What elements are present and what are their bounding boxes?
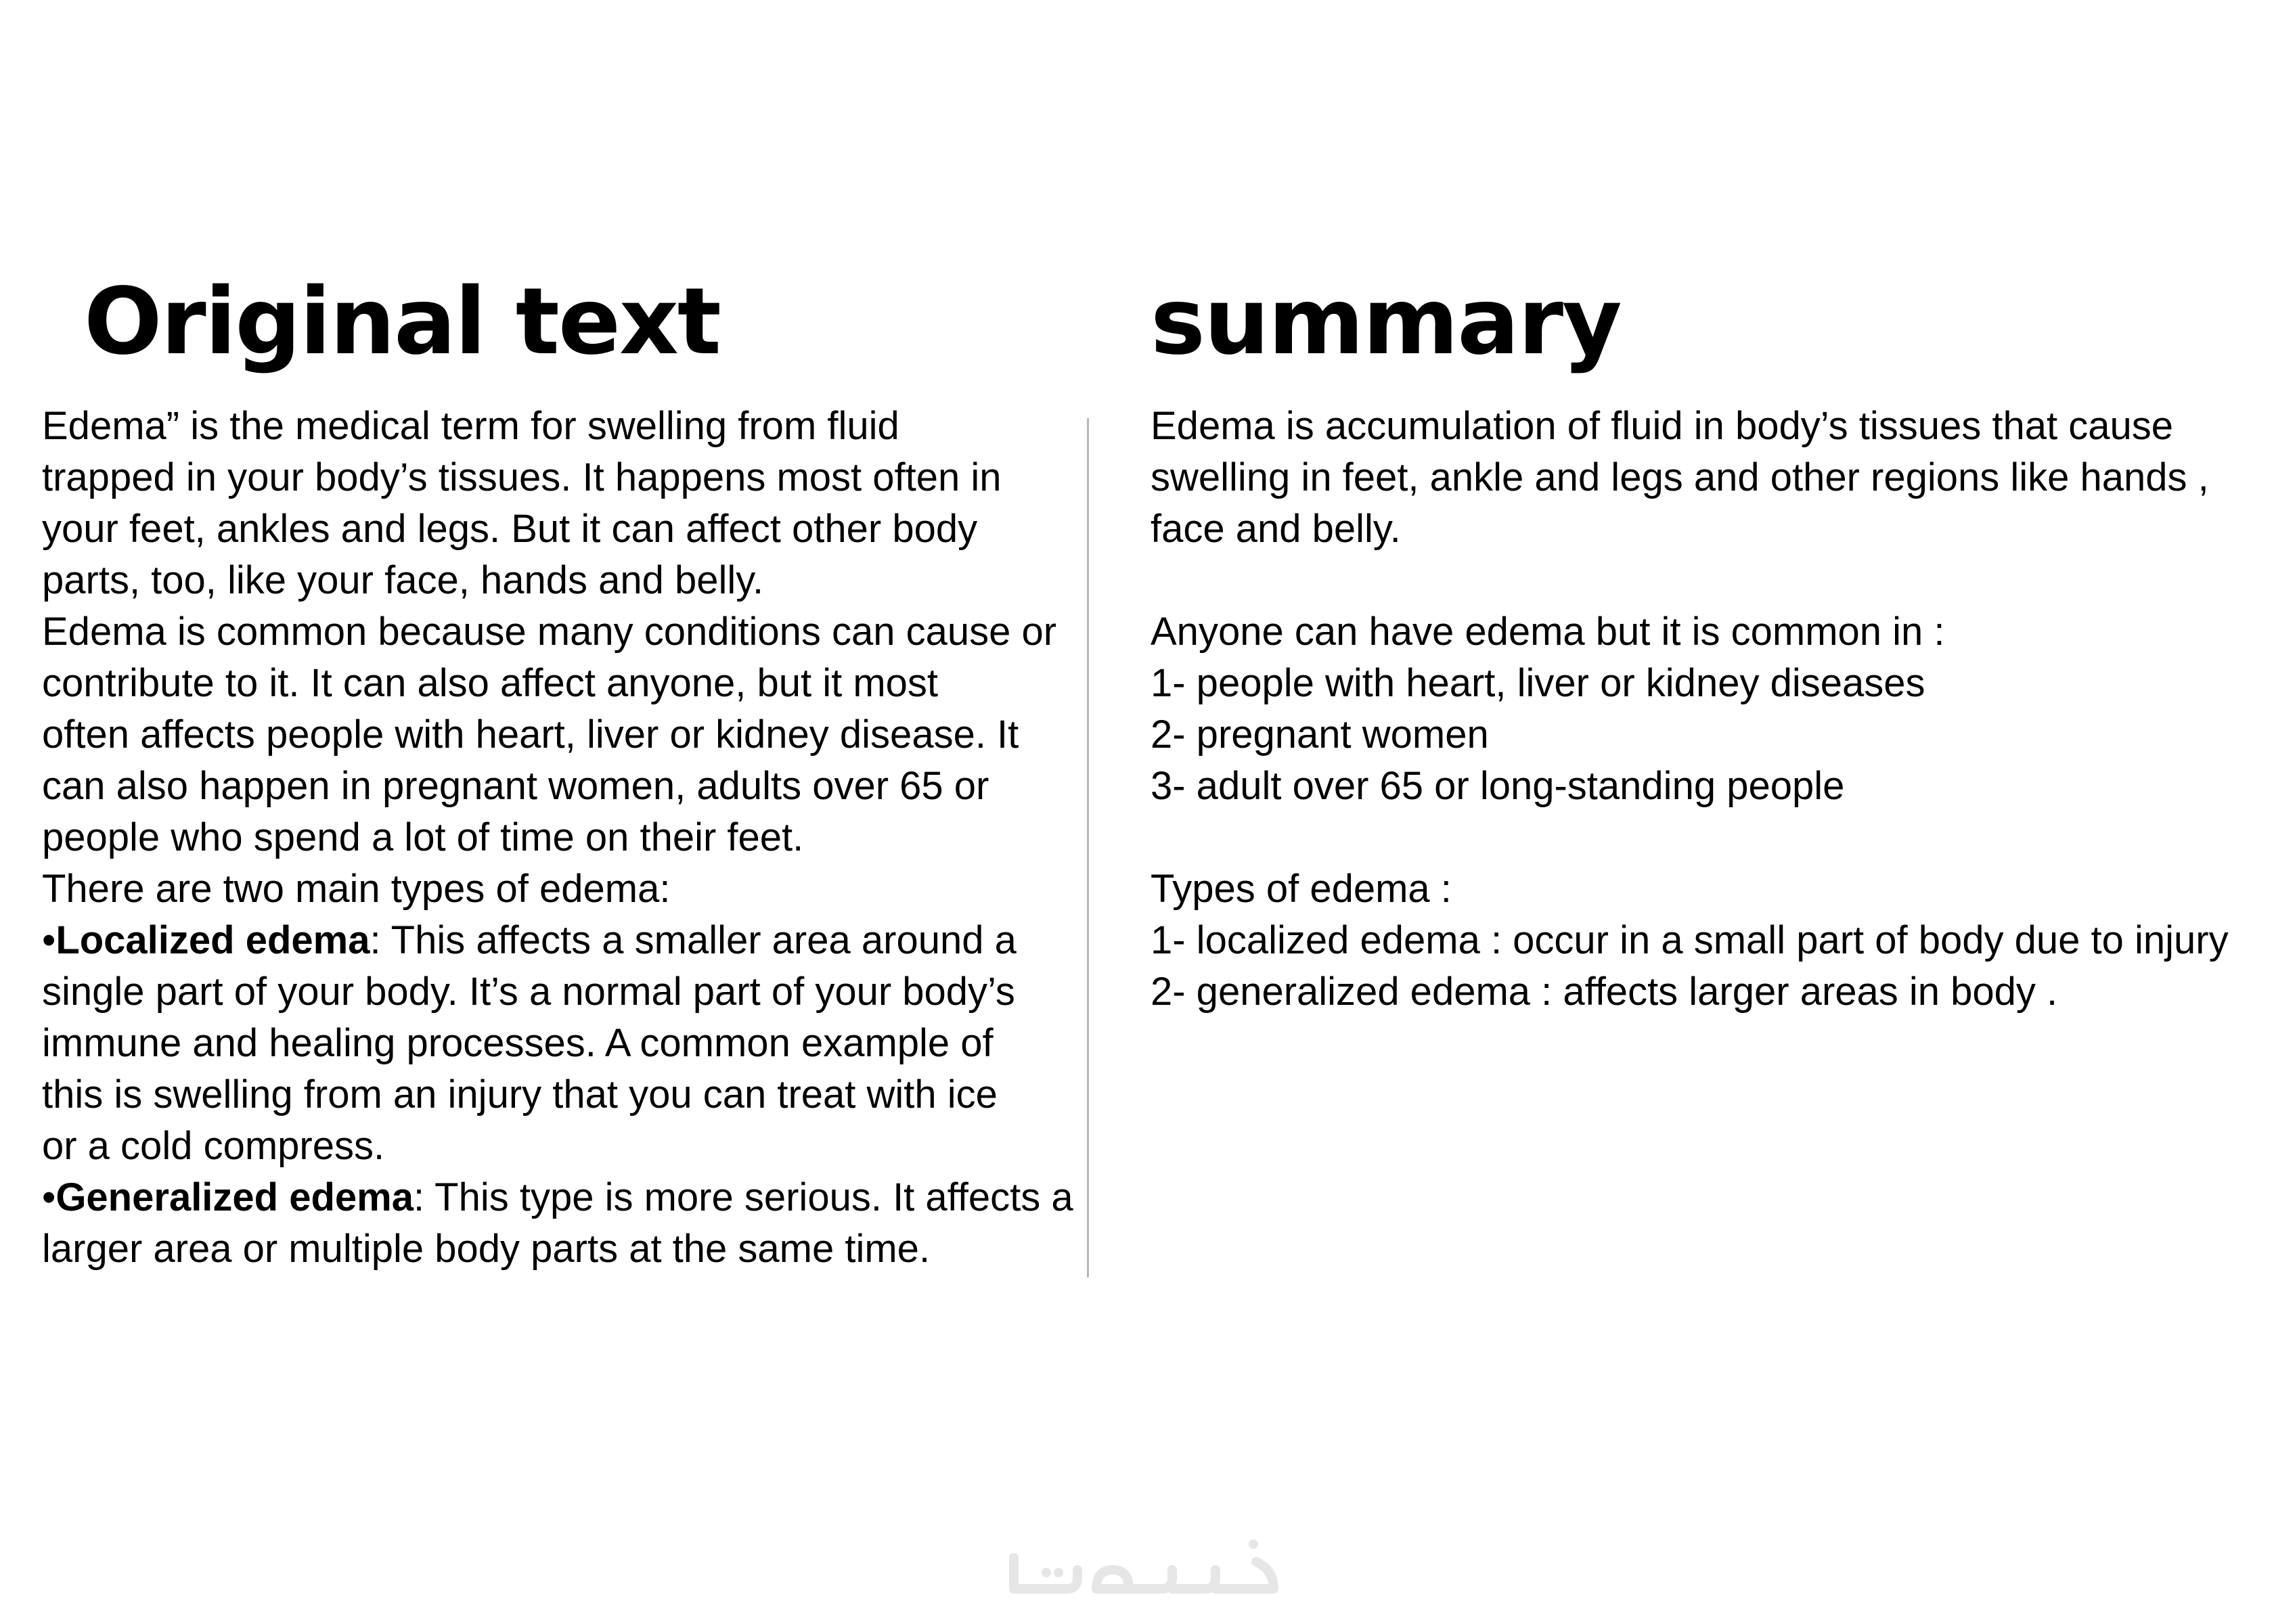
text-line: single part of your body. It’s a normal part of your body’s xyxy=(42,970,1015,1014)
text-line: your feet, ankles and legs. But it can affect other body xyxy=(42,507,978,551)
text-line: people who spend a lot of time on their feet. xyxy=(42,815,804,859)
bullet: • xyxy=(42,1175,56,1219)
summary-line: swelling in feet, ankle and legs and other regions like hands , xyxy=(1151,455,2209,499)
summary-line: 3- adult over 65 or long-standing people xyxy=(1151,764,1845,808)
text-line: this is swelling from an injury that you can treat with ice xyxy=(42,1073,998,1116)
generalized-edema-text: : This type is more serious. It affects a xyxy=(414,1175,1073,1219)
generalized-edema-term: Generalized edema xyxy=(55,1175,414,1219)
text-line: can also happen in pregnant women, adults over 65 or xyxy=(42,764,989,808)
text-line: Edema is common because many conditions can cause or xyxy=(42,610,1057,654)
text-line: contribute to it. It can also affect anyone, but it most xyxy=(42,661,939,705)
text-line: There are two main types of edema: xyxy=(42,867,671,911)
localized-edema-item xyxy=(42,915,1071,966)
summary-line: Anyone can have edema but it is common in : xyxy=(1151,610,1945,654)
original-text-body xyxy=(42,401,1071,1275)
blank-line xyxy=(1151,812,2260,863)
khamsat-watermark-logo xyxy=(1002,1531,1286,1605)
summary-body xyxy=(1151,401,2260,1018)
summary-line: Edema is accumulation of fluid in body’s tissues that cause xyxy=(1151,404,2173,448)
summary-line: 2- pregnant women xyxy=(1151,713,1489,757)
summary-line: face and belly. xyxy=(1151,507,1401,551)
localized-edema-text: : This affects a smaller area around a xyxy=(370,918,1017,962)
summary-line: Types of edema : xyxy=(1151,867,1452,911)
localized-edema-term: Localized edema xyxy=(55,918,370,962)
original-text-title: Original text xyxy=(84,269,720,376)
summary-line: 2- generalized edema : affects larger areas in body . xyxy=(1151,970,2058,1014)
text-line: larger area or multiple body parts at the same time. xyxy=(42,1227,931,1271)
text-line: Edema” is the medical term for swelling from fluid xyxy=(42,404,899,448)
text-line: or a cold compress. xyxy=(42,1124,385,1168)
text-line: often affects people with heart, liver or kidney disease. It xyxy=(42,713,1019,757)
column-divider xyxy=(1087,418,1089,1278)
text-line: immune and healing processes. A common example of xyxy=(42,1021,994,1065)
summary-title: summary xyxy=(1151,269,1621,376)
blank-line xyxy=(1151,555,2260,606)
summary-line: 1- localized edema : occur in a small part of body due to injury xyxy=(1151,918,2229,962)
text-line: trapped in your body’s tissues. It happens most often in xyxy=(42,455,1002,499)
summary-line: 1- people with heart, liver or kidney diseases xyxy=(1151,661,1925,705)
bullet: • xyxy=(42,918,56,962)
generalized-edema-item xyxy=(42,1172,1071,1223)
text-line: parts, too, like your face, hands and belly. xyxy=(42,558,764,602)
